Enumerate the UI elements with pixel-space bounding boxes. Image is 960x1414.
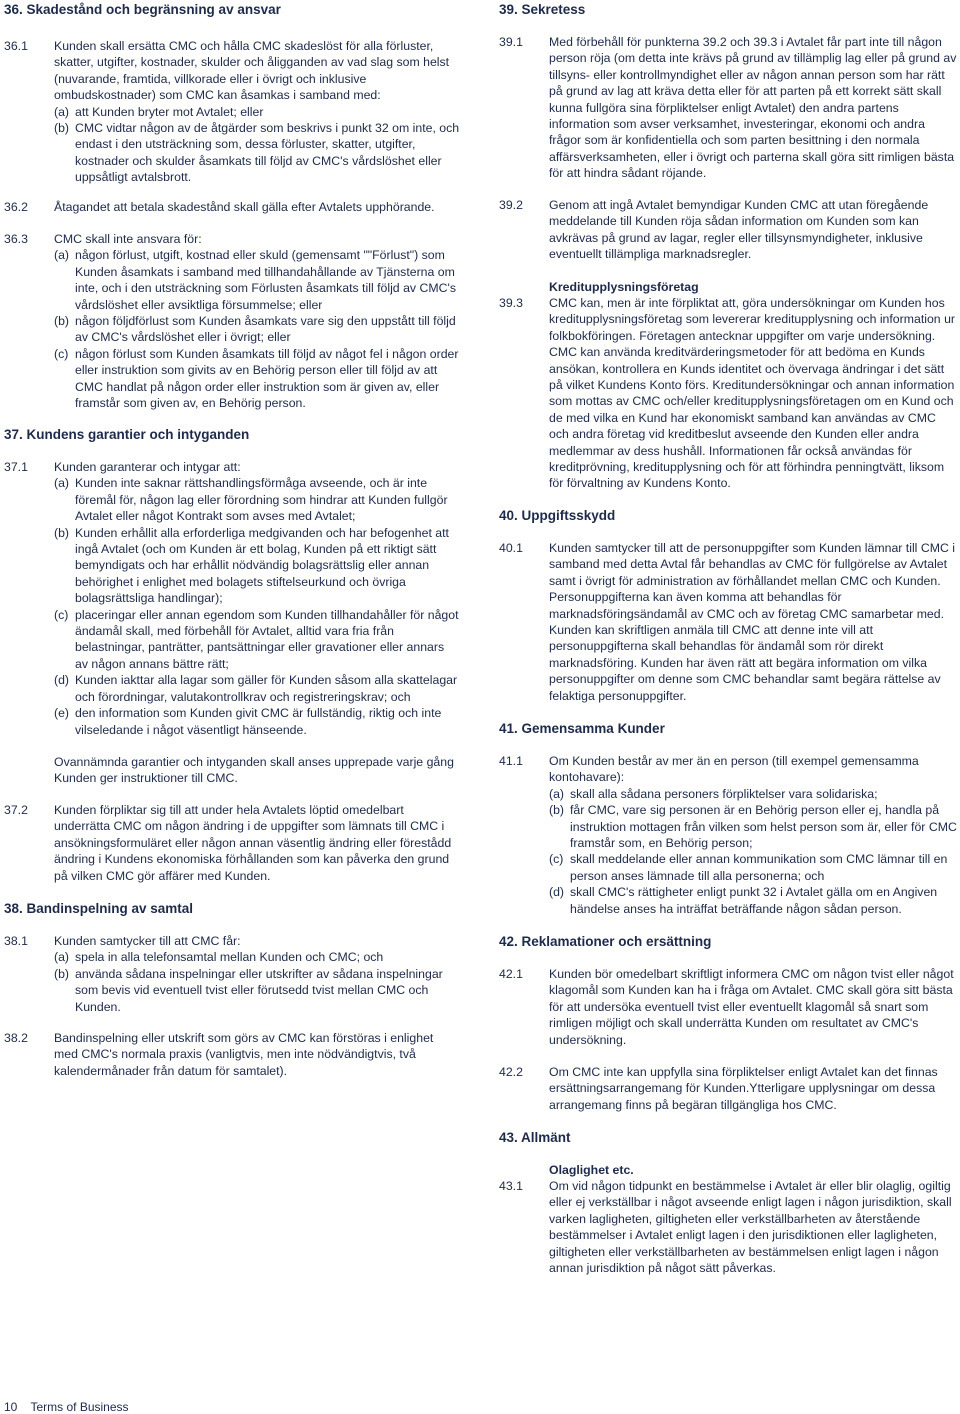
list-item: (b) får CMC, vare sig personen är en Behörig person eller ej, handla på instruktion mottagen från vilken som helst person som är, eller för CMC framstår som, en Behörig person; bbox=[549, 803, 957, 851]
list-item: (c) någon förlust som Kunden åsamkats till följd av något fel i någon order eller instruktion som givits av en Behörig person eller till följd av att CMC handlat på någon order eller instruktion som är given av, eller framstår som given av, en Behörig person. bbox=[54, 346, 459, 411]
clause-text: Om CMC inte kan uppfylla sina förpliktelser enligt Avtalet kan det finnas ersättningsarrangemang för Kunden.Ytterligare upplysningar om dessa arrangemang finns på begäran tillgängliga hos CMC. bbox=[549, 1065, 938, 1112]
clause-42-1 bbox=[499, 966, 957, 1048]
clause-number: 42.1 bbox=[499, 967, 523, 981]
list-item: (b) någon följdförlust som Kunden åsamkats vare sig den uppstått till följd av CMC's vårdslöshet eller i övrigt; eller bbox=[54, 314, 456, 345]
clause-38-2 bbox=[4, 1030, 460, 1079]
list-item: (b) Kunden erhållit alla erforderliga medgivanden och har befogenhet att ingå Avtalet (och om Kunden är ett bolag, Kunden på ett riktigt sätt bemyndigats och har erhållit nödvändig bolagsrättslig eller annan behörighet i enlighet med bolagets stiftelseurkund och övriga bolagsrättsliga handlingar); bbox=[54, 525, 449, 606]
list-item: (e) den information som Kunden givit CMC är fullständig, riktig och inte vilseledande i något väsentligt hänseende. bbox=[54, 706, 442, 737]
clause-39-1 bbox=[499, 34, 957, 182]
clause-text: CMC skall inte ansvara för: bbox=[54, 232, 202, 246]
clause-number: 43.1 bbox=[499, 1179, 523, 1193]
section-43-title: 43. Allmänt bbox=[499, 1130, 571, 1145]
clause-text: Med förbehåll för punkterna 39.2 och 39.3 i Avtalet får part inte till någon person röja (om detta inte krävs på grund av tillämplig lag eller på grund av tillsyns- eller kontrollmyndighet eller av någon annan person som har rätt på grund av lag att kräva detta eller för att parten på ett korrekt sätt skall kunna fullgöra sina förpliktelser enligt Avtalet) den andra partens information som avser verksamhet, investeringar, ekonomi och andra frågor som är konfidentiella och som parten besittning i den normala affärsverksamheten, eller i övrigt och parterna skall göra sitt rimligen bästa för att hindra sådant röjande. bbox=[549, 35, 957, 181]
clause-36-3 bbox=[4, 231, 460, 411]
section-36-title: 36. Skadestånd och begränsning av ansvar bbox=[4, 2, 281, 17]
clause-number: 41.1 bbox=[499, 754, 523, 768]
list-item: (a) att Kunden bryter mot Avtalet; eller bbox=[54, 104, 264, 119]
clause-number: 37.2 bbox=[4, 803, 28, 817]
clause-number: 39.1 bbox=[499, 35, 523, 49]
clause-number: 39.3 bbox=[499, 296, 523, 310]
clause-37-2 bbox=[4, 802, 460, 884]
clause-42-2 bbox=[499, 1064, 957, 1113]
clause-text: Kunden samtycker till att CMC får: bbox=[54, 934, 241, 948]
clause-text: Kunden skall ersätta CMC och hålla CMC skadeslöst för alla förluster, skatter, utgifter, kostnader, skulder och åligganden av vad slag som helst (nuvarande, framtida, villkorade eller i övrigt och inklusive ombudskostnader) som CMC kan åsamkas i samband med: bbox=[54, 39, 450, 103]
section-42-title: 42. Reklamationer och ersättning bbox=[499, 934, 712, 949]
section-40-title: 40. Uppgiftsskydd bbox=[499, 508, 616, 523]
clause-number: 36.3 bbox=[4, 232, 28, 246]
list-item: (a) spela in alla telefonsamtal mellan Kunden och CMC; och bbox=[54, 950, 384, 965]
clause-text: Om vid någon tidpunkt en bestämmelse i Avtalet är eller blir olaglig, ogiltig eller ej verkställbar i något avseende enligt lagen i någon jurisdiktion, skall varken lagligheten, giltigheten eller verkställbarheten av återstående bestämmelser i Avtalet enligt lagen i den jurisdiktionen eller lagligheten, giltigheten eller verkställbarheten av bestämmelsen enligt lagen i någon annan jurisdiktion på något sätt påverkas. bbox=[549, 1179, 952, 1276]
section-38-title: 38. Bandinspelning av samtal bbox=[4, 901, 194, 916]
list-item: (d) Kunden iakttar alla lagar som gäller för Kunden såsom alla skattelagar och förordningar, valutakontrollkrav och registreringskrav; och bbox=[54, 673, 458, 704]
clause-text: Åtagandet att betala skadestånd skall gälla efter Avtalets upphörande. bbox=[54, 200, 435, 214]
clause-text: Bandinspelning eller utskrift som görs av CMC kan förstöras i enlighet med CMC's normala praxis (vanligtvis, men inte nödvändigtvis, två kalendermånader från datum för samtalet). bbox=[54, 1031, 434, 1078]
subheading-kreditupplysning: Kreditupplysningsföretag bbox=[549, 280, 699, 294]
list-item: (b) CMC vidtar någon av de åtgärder som beskrivs i punkt 32 om inte, och endast i den utsträckning som, dessa förluster, skatter, utgifter, kostnader och skulder åsamkats till följd av CMC's vårdslöshet eller uppsåtligt avtalsbrott. bbox=[54, 121, 460, 185]
clause-36-2 bbox=[4, 199, 460, 215]
section-39-title: 39. Sekretess bbox=[499, 2, 586, 17]
page-footer bbox=[4, 1400, 129, 1414]
clause-37-1 bbox=[4, 459, 460, 787]
clause-43-1 bbox=[499, 1178, 957, 1276]
list-item: (b) använda sådana inspelningar eller utskrifter av sådana inspelningar som bevis vid eventuell tvist eller förutsedd tvist mellan CMC och Kunden. bbox=[54, 966, 443, 1014]
clause-number: 38.1 bbox=[4, 934, 28, 948]
clause-39-2 bbox=[499, 197, 957, 263]
list-item: (c) placeringar eller annan egendom som Kunden tillhandahåller för något ändamål skall, med förbehåll för Avtalet, alltid vara fria från belastningar, panträtter, pantsättningar eller gravationer eller annars av någon annans bättre rätt; bbox=[54, 607, 459, 671]
clause-number: 36.2 bbox=[4, 200, 28, 214]
page-number: 10 bbox=[4, 1400, 18, 1414]
list-item: (a) någon förlust, utgift, kostnad eller skuld (gemensamt ""Förlust") som Kunden åsamkats i samband med tillhandahållande av Tjänsterna om inte, och i den utsträckning som Förlusten åsamkats till följd av CMC's vårdslöshet eller avsiktliga försummelse; eller bbox=[54, 248, 456, 312]
clause-40-1 bbox=[499, 540, 957, 704]
clause-text: Kunden förpliktar sig till att under hela Avtalets löptid omedelbart underrätta CMC om någon ändring i de uppgifter som lämnats till CMC i ansökningsformuläret eller någon annan väsentlig ändring eller förestådd ändring i Kundens ekonomiska förhållanden som kan påverka den grund på vilken CMC gör affärer med Kunden. bbox=[54, 803, 452, 883]
list-item: (a) Kunden inte saknar rättshandlingsförmåga avseende, och är inte föremål för, någon lag eller förordning som hindrar att Kunden fullgör Avtalet eller något Kontrakt som avses med Avtalet; bbox=[54, 476, 448, 524]
clause-text: Om Kunden består av mer än en person (till exempel gemensamma kontohavare): bbox=[549, 754, 919, 785]
clause-text: Genom att ingå Avtalet bemyndigar Kunden CMC att utan föregående meddelande till Kunden röja sådan information om Kunden som kan avkrävas på grund av lagar, regler eller tillsynsmyndigheter, inklusive eventuellt tillämpliga marknadsregler. bbox=[549, 198, 929, 262]
clause-number: 36.1 bbox=[4, 39, 28, 53]
clause-36-1 bbox=[4, 38, 460, 186]
clause-number: 42.2 bbox=[499, 1065, 523, 1079]
clause-38-1 bbox=[4, 933, 460, 1015]
clause-text: CMC kan, men är inte förpliktat att, göra undersökningar om Kunden hos kreditupplysningsföretag som levererar kreditupplysning och information ur folkbokföringen. Företagen antecknar uppgifter om varje undersökning. CMC kan använda kreditvärderingsmetoder för att bedöma en Kunds ansökan, kontrollera en Kunds identitet och övervaga ändringar i det sätt på vilket Kundens Konto förs. Kreditundersökningar och annan information som mottas av CMC och/eller kreditupplysningsföretagen om en Kund och de med vilka en Kund har ekonomiskt samband kan användas av CMC och andra företag vid kreditbeslut avseende den Kunden eller andra medlemmar av dess hushåll. Informationen får också användas för kreditprövning, kreditupplysning och för att förhindra penningtvätt, liksom för förvaltning av Kundens Konto. bbox=[549, 296, 956, 491]
clause-number: 40.1 bbox=[499, 541, 523, 555]
list-item: (a) skall alla sådana personers förpliktelser vara solidariska; bbox=[549, 786, 878, 801]
clause-text: Kunden samtycker till att de personuppgifter som Kunden lämnar till CMC i samband med detta Avtal får behandlas av CMC för fullgörelse av Avtalet samt i övrigt för administration av förhållandet mellan CMC och Kunden. Personuppgifterna kan även komma att behandlas för marknadsföringsändamål av CMC och av företag CMC samarbetar med. Kunden kan skriftligen anmäla till CMC att denne inte vill att personuppgifterna skall behandlas för ändamål som rör direkt marknadsföring. Kunden har även rätt att begära information om vilka personuppgifter om denne som CMC behandlar samt begära rättelse av felaktiga personuppgifter. bbox=[549, 541, 955, 703]
section-41-title: 41. Gemensamma Kunder bbox=[499, 721, 665, 736]
clause-41-1 bbox=[499, 753, 957, 917]
clause-number: 39.2 bbox=[499, 198, 523, 212]
clause-number: 38.2 bbox=[4, 1031, 28, 1045]
section-37-title: 37. Kundens garantier och intyganden bbox=[4, 427, 250, 442]
list-item: (d) skall CMC's rättigheter enligt punkt 32 i Avtalet gälla om en Angiven händelse anses ha inträffat beträffande någon sådan person. bbox=[549, 885, 938, 916]
clause-text: Kunden bör omedelbart skriftligt informera CMC om någon tvist eller något klagomål som Kunden kan ha i fråga om Avtalet. CMC skall göra sitt bästa för att undersöka eventuell tvist eller eventuellt klagomål så snart som rimligen möjligt och skall underrätta Kunden om resultatet av CMC's undersökning. bbox=[549, 967, 954, 1047]
clause-outro: Ovannämnda garantier och intyganden skall anses upprepade varje gång Kunden ger instruktioner till CMC. bbox=[54, 754, 454, 786]
clause-number: 37.1 bbox=[4, 460, 28, 474]
list-item: (c) skall meddelande eller annan kommunikation som CMC lämnar till en person anses lämnade till alla personerna; och bbox=[549, 852, 948, 883]
document-title: Terms of Business bbox=[30, 1400, 129, 1414]
clause-text: Kunden garanterar och intygar att: bbox=[54, 460, 241, 474]
clause-39-3 bbox=[499, 295, 957, 492]
subheading-olaglighet: Olaglighet etc. bbox=[549, 1163, 634, 1177]
